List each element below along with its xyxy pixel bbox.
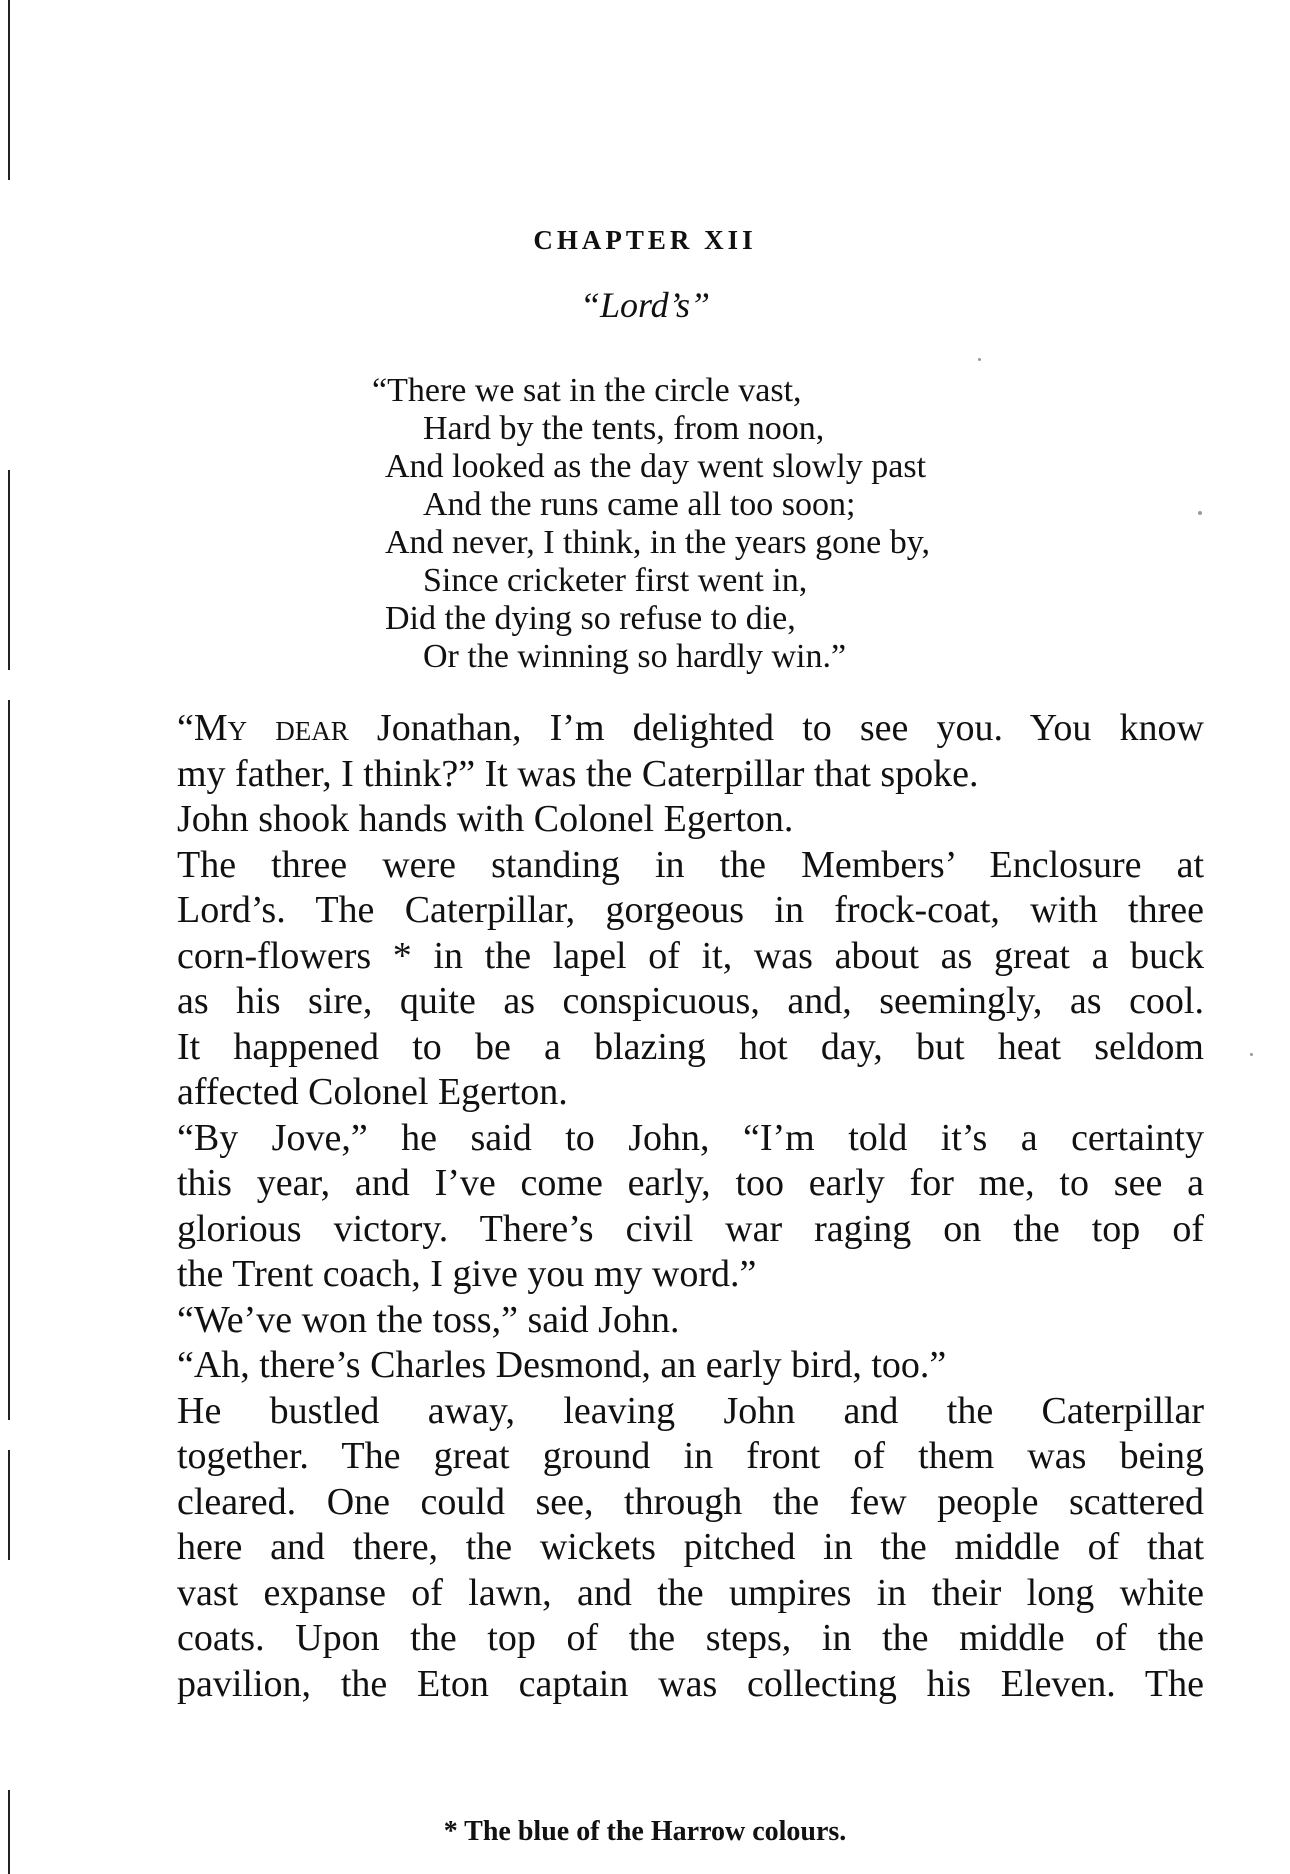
prose-line: as his sire, quite as conspicuous, and, seemingly, as cool. bbox=[177, 980, 1204, 1022]
prose-line: pavilion, the Eton captain was collecting his Eleven. The bbox=[177, 1662, 1204, 1705]
prose-line: vast expanse of lawn, and the umpires in their long white bbox=[177, 1571, 1204, 1614]
prose-line: He bustled away, leaving John and the Caterpillar bbox=[177, 1389, 1204, 1432]
prose-line: John shook hands with Colonel Egerton. bbox=[177, 798, 794, 840]
prose-line: cleared. One could see, through the few people scattered bbox=[177, 1480, 1204, 1523]
prose-line: affected Colonel Egerton. bbox=[177, 1071, 568, 1113]
scan-speck bbox=[1198, 511, 1202, 515]
page-edge-line bbox=[8, 700, 10, 1420]
footnote: * The blue of the Harrow colours. bbox=[443, 1816, 847, 1847]
poem-line: And never, I think, in the years gone by, bbox=[385, 524, 931, 561]
opening-rest: Jonathan, I’m delighted to see you. You know bbox=[348, 707, 1204, 749]
prose-line: my father, I think?” It was the Caterpillar that spoke. bbox=[177, 752, 979, 795]
prose-line bbox=[177, 706, 1204, 752]
prose-line: the Trent coach, I give you my word.” bbox=[177, 1253, 757, 1295]
prose-line: glorious victory. There’s civil war raging on the top of bbox=[177, 1207, 1204, 1250]
page-edge-line bbox=[8, 0, 10, 180]
poem-line: And the runs came all too soon; bbox=[423, 486, 856, 523]
prose-line: this year, and I’ve come early, too early for me, to see a bbox=[177, 1162, 1204, 1204]
prose-line: “We’ve won the toss,” said John. bbox=[177, 1298, 680, 1341]
prose-line: It happened to be a blazing hot day, but heat seldom bbox=[177, 1025, 1204, 1068]
opening-quote: “ bbox=[177, 707, 194, 749]
poem-line: “There we sat in the circle vast, bbox=[372, 372, 802, 409]
prose-line: coats. Upon the top of the steps, in the middle of the bbox=[177, 1617, 1204, 1659]
poem-line: Did the dying so refuse to die, bbox=[385, 600, 796, 637]
prose-line: The three were standing in the Members’ Enclosure at bbox=[177, 843, 1204, 886]
page-edge-line bbox=[8, 470, 10, 670]
prose-line: corn-flowers * in the lapel of it, was about as great a buck bbox=[177, 934, 1204, 977]
scan-speck bbox=[1250, 1053, 1253, 1056]
epigraph-poem bbox=[372, 372, 1105, 676]
prose-line: together. The great ground in front of them was being bbox=[177, 1435, 1204, 1477]
poem-line: Hard by the tents, from noon, bbox=[423, 410, 825, 447]
poem-line: And looked as the day went slowly past bbox=[385, 448, 927, 485]
poem-line: Since cricketer first went in, bbox=[423, 562, 808, 599]
chapter-heading: CHAPTER XII bbox=[533, 225, 757, 255]
prose-line: here and there, the wickets pitched in the middle of that bbox=[177, 1526, 1204, 1568]
prose-line: Lord’s. The Caterpillar, gorgeous in frock-coat, with three bbox=[177, 889, 1204, 931]
body-text bbox=[177, 706, 1204, 1707]
scan-speck bbox=[978, 358, 981, 361]
prose-line: “By Jove,” he said to John, “I’m told it’s a certainty bbox=[177, 1116, 1204, 1159]
opening-smallcaps: My dear bbox=[193, 707, 349, 749]
page-edge-line bbox=[8, 1450, 10, 1560]
poem-line: Or the winning so hardly win.” bbox=[423, 638, 847, 675]
prose-line: “Ah, there’s Charles Desmond, an early bird, too.” bbox=[177, 1344, 947, 1386]
chapter-title: “Lord’s” bbox=[579, 285, 711, 325]
